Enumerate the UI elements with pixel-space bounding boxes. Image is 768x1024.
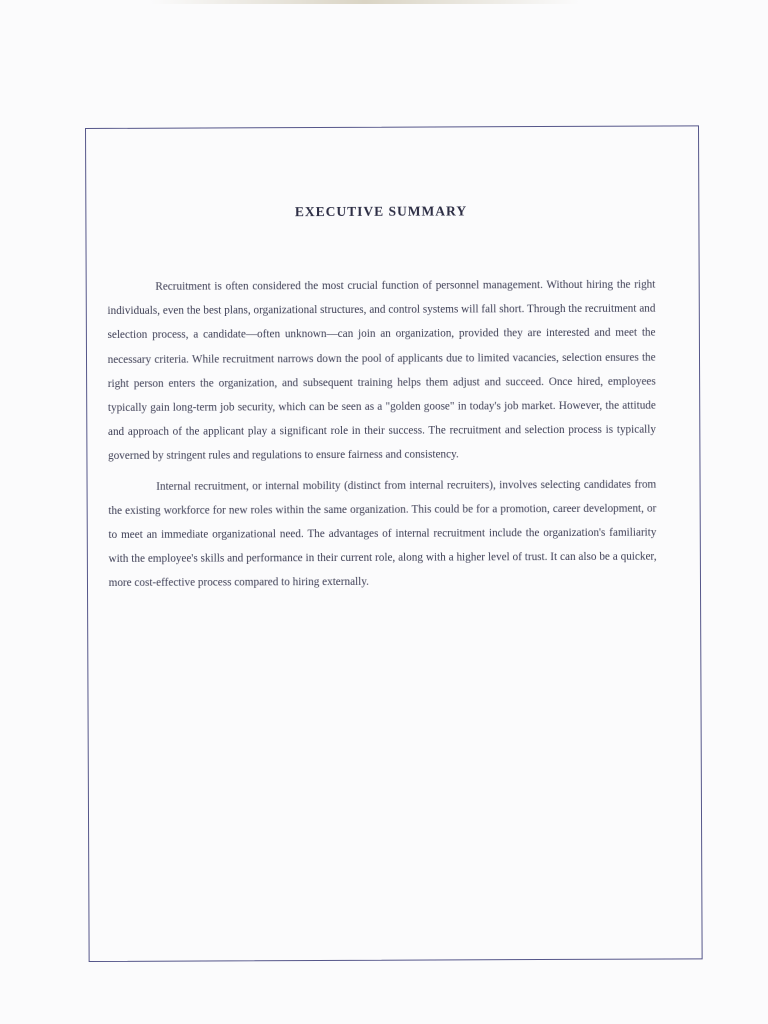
paragraph: Recruitment is often considered the most crucial function of personnel management. Without hiring the right individuals, even the best plans, organizational structures, and control systems will fall short. Through the recruitment and selection process, a candidate—often unknown—can join an organization, provided they are interested and meet the necessary criteria. While recruitment narrows down the pool of applicants due to limited vacancies, selection ensures the right person enters the organization, and subsequent training helps them adjust and succeed. Once hired, employees typically gain long-term job security, which can be seen as a "golden goose" in today's job market. However, the attitude and approach of the applicant play a significant role in their success. The recruitment and selection process is typically governed by stringent rules and regulations to ensure fairness and consistency.: [107, 278, 657, 463]
paragraph: Internal recruitment, or internal mobility (distinct from internal recruiters), involves selecting candidates from the existing workforce for new roles within the same organization. This could be for a promotion, career development, or to meet an immediate organizational need. The advantages of internal recruitment include the organization's familiarity with the employee's skills and performance in their current role, along with a higher level of trust. It can also be a quicker, more cost-effective process compared to hiring externally.: [108, 478, 657, 590]
document-title: EXECUTIVE SUMMARY: [294, 203, 468, 220]
scan-edge-artifact: [150, 0, 580, 4]
document-body: [107, 203, 657, 596]
